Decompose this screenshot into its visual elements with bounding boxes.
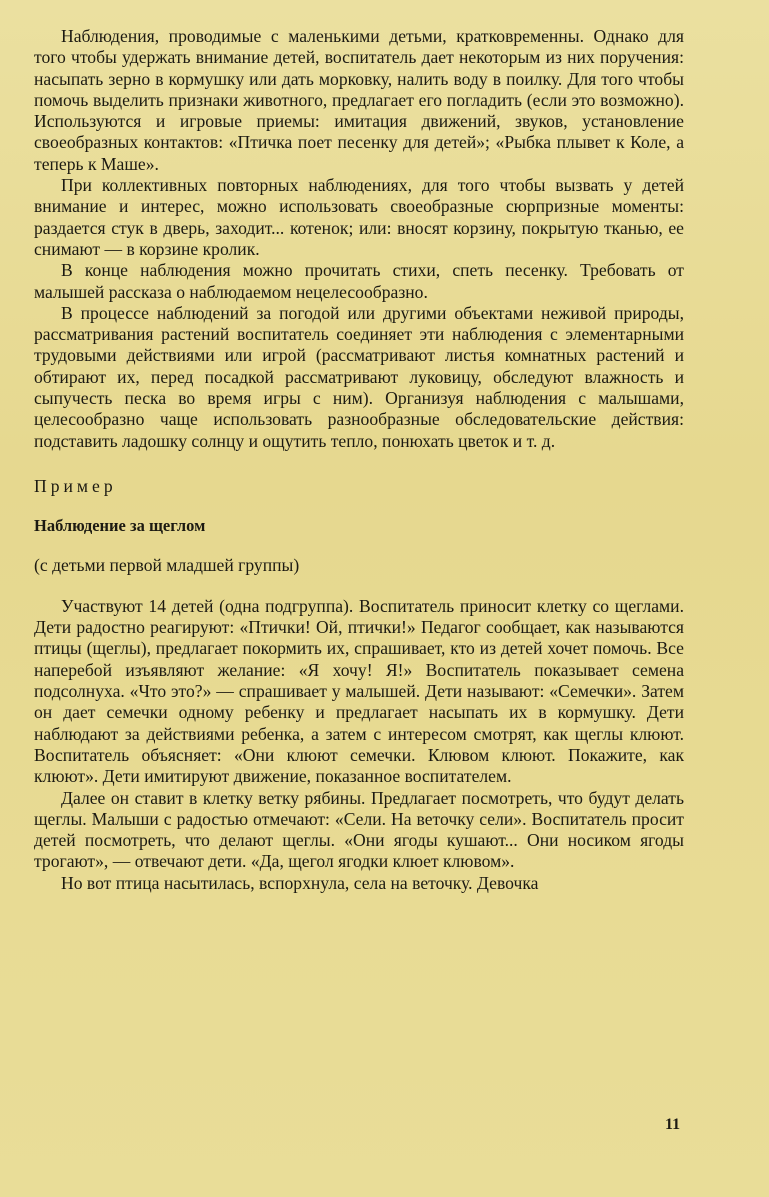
paragraph: При коллективных повторных наблюдениях, для того чтобы вызвать у детей внимание и интерес, можно использовать своеобразные сюрпризные моменты: раздается стук в дверь, заходит... котенок; или: вносят корзину, покрытую тканью, ее снимают — в корзине кролик. xyxy=(34,175,684,259)
section-label: Пример xyxy=(34,475,117,496)
paragraph: В конце наблюдения можно прочитать стихи, спеть песенку. Требовать от малышей рассказа о наблюдаемом нецелесообразно. xyxy=(34,260,684,302)
paragraph: Но вот птица насытилась, вспорхнула, села на веточку. Девочка xyxy=(61,872,539,893)
paragraph: Далее он ставит в клетку ветку рябины. Предлагает посмотреть, что будут делать щеглы. Малыши с радостью отмечают: «Сели. На веточку сели». Воспитатель просит детей посмотреть, что делают щеглы. «Они ягоды кушают... Они носиком ягоды трогают», — отвечают дети. «Да, щегол ягодки клюет клювом». xyxy=(34,787,684,872)
example-title: Наблюдение за щеглом xyxy=(34,516,206,536)
spacer xyxy=(34,576,684,596)
example-subtitle: (с детьми первой младшей группы) xyxy=(34,554,300,575)
page-number: 11 xyxy=(665,1116,681,1133)
paragraph: В процессе наблюдений за погодой или другими объектами неживой природы, рассматривания растений воспитатель соединяет эти наблюдения с элементарными трудовыми действиями или игрой (рассматривают листья комнатных растений и обтирают их, перед посадкой рассматривают луковицу, обследуют влажность и сыпучесть песка во время игры с ним). Организуя наблюдения с малышами, целесообразно чаще использовать разнообразные обследовательские действия: подставить ладошку солнцу и ощутить тепло, понюхать цветок и т. д. xyxy=(34,302,684,451)
paragraph: Наблюдения, проводимые с маленькими детьми, кратковременны. Однако для того чтобы удержать внимание детей, воспитатель дает некоторым из них поручения: насыпать зерно в кормушку или дать морковку, налить воду в поилку. Для того чтобы помочь выделить признаки животного, предлагает его погладить (если это возможно). Используются и игровые приемы: имитация движений, звуков, установление своеобразных контактов: «Птичка поет песенку для детей»; «Рыбка плывет к Коле, а теперь к Маше». xyxy=(34,26,684,174)
paragraph: Участвуют 14 детей (одна подгруппа). Воспитатель приносит клетку со щеглами. Дети радостно реагируют: «Птички! Ой, птички!» Педагог сообщает, как называются птицы (щеглы), предлагает покормить их, спрашивает, кто из детей хочет помочь. Все наперебой изъявляют желание: «Я хочу! Я!» Воспитатель показывает семена подсолнуха. «Что это?» — спрашивает у малышей. Дети называют: «Семечки». Затем он дает семечки одному ребенку и предлагает насыпать их в кормушку. Дети наблюдают за действиями ребенка, а затем с интересом смотрят, как щеглы клюют. Воспитатель объясняет: «Они клюют семечки. Клювом клюют. Покажите, как клюют». Дети имитируют движение, показанное воспитателем. xyxy=(34,595,684,787)
page-body xyxy=(34,26,684,894)
